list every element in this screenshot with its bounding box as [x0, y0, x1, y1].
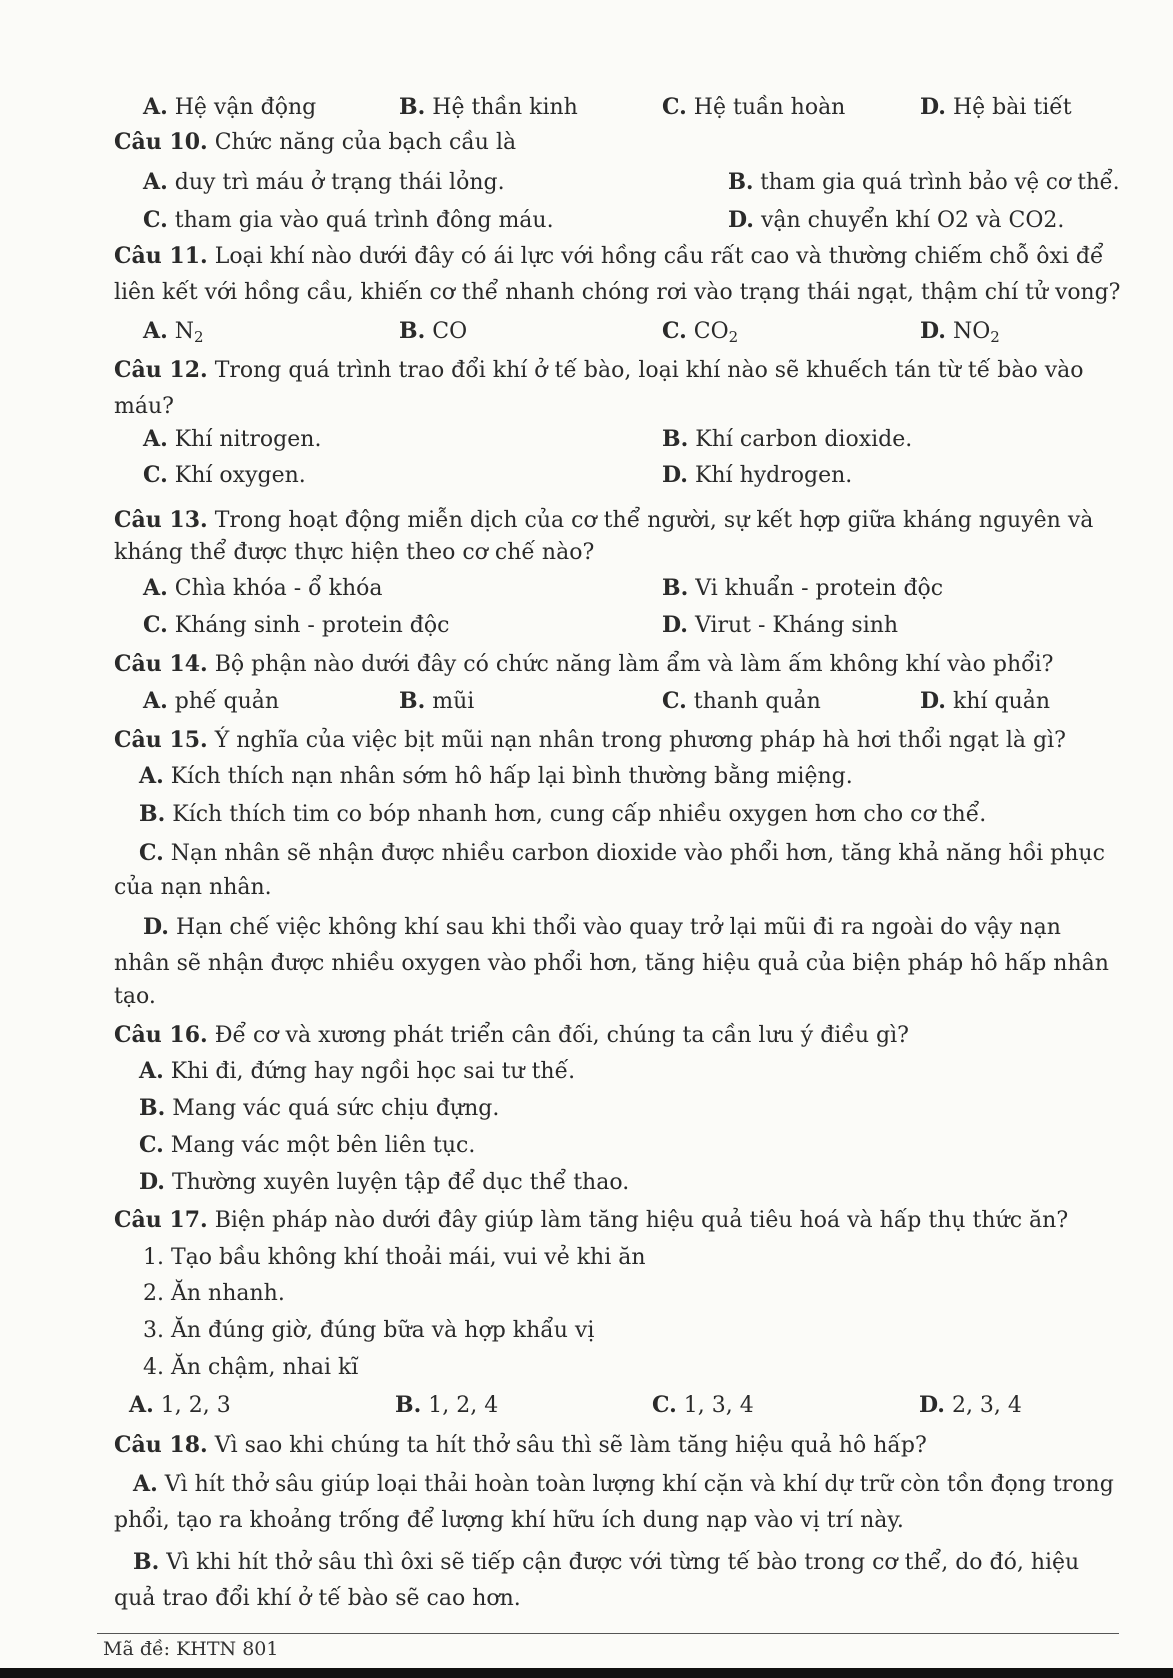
q15-option-d [143, 912, 1061, 943]
list-item: 2. Ăn nhanh. [143, 1281, 285, 1306]
question-text: Trong hoạt động miễn dịch của cơ thể người, sự kết hợp giữa kháng nguyên và [214, 508, 1094, 533]
q15-option-d-cont2 [114, 982, 156, 1012]
option-letter: D. [920, 318, 946, 344]
option-text: nhân sẽ nhận được nhiều oxygen vào phổi hơn, tăng hiệu quả của biện pháp hô hấp nhân [114, 951, 1109, 976]
option-letter: C. [662, 94, 687, 120]
q17-item-4 [143, 1353, 358, 1383]
q17-option-c [652, 1390, 754, 1421]
option-letter: A. [143, 426, 168, 452]
q14-option-d [920, 686, 1050, 717]
option-letter: D. [920, 688, 946, 714]
q18-stem [114, 1430, 927, 1461]
option-text: Khí oxygen. [174, 463, 306, 488]
footer-divider [97, 1633, 1119, 1634]
q16-option-b [139, 1093, 499, 1124]
q9-option-b [399, 92, 578, 123]
q11-option-b [399, 316, 467, 347]
option-text: NO [952, 319, 991, 344]
q11-stem [114, 241, 1104, 272]
q12-option-a [143, 424, 321, 455]
option-text: mũi [432, 689, 475, 714]
option-text: Khí nitrogen. [174, 427, 322, 452]
option-text: N [174, 319, 194, 344]
q12-stem-cont [114, 392, 174, 422]
q13-option-a [143, 573, 382, 604]
option-letter: A. [133, 1471, 158, 1497]
q18-option-b [133, 1547, 1079, 1578]
question-label: Câu 13. [114, 507, 208, 533]
option-letter: A. [143, 575, 168, 601]
question-label: Câu 14. [114, 651, 208, 677]
option-text: tham gia quá trình bảo vệ cơ thể. [760, 170, 1120, 195]
option-text: tạo. [114, 984, 156, 1009]
option-letter: D. [919, 1392, 945, 1418]
option-text: Nạn nhân sẽ nhận được nhiều carbon dioxide vào phổi hơn, tăng khả năng hồi phục [170, 841, 1105, 866]
option-letter: D. [662, 612, 688, 638]
option-letter: B. [662, 426, 689, 452]
question-text: Chức năng của bạch cầu là [214, 130, 517, 155]
q11-option-c [662, 316, 738, 347]
option-text: tham gia vào quá trình đông máu. [174, 208, 554, 233]
question-text: Vì sao khi chúng ta hít thở sâu thì sẽ làm tăng hiệu quả hô hấp? [214, 1433, 927, 1458]
option-letter: B. [399, 688, 426, 714]
option-text: CO [432, 319, 468, 344]
q11-option-d [920, 316, 1000, 347]
q9-option-a [143, 92, 316, 123]
option-text: Thường xuyên luyện tập để dục thể thao. [171, 1170, 630, 1195]
subscript: 2 [728, 328, 739, 346]
option-letter: A. [143, 318, 168, 344]
q17-item-3 [143, 1316, 594, 1346]
option-letter: D. [139, 1169, 165, 1195]
q12-option-d [662, 460, 852, 491]
question-text: Biện pháp nào dưới đây giúp làm tăng hiệu quả tiêu hoá và hấp thụ thức ăn? [214, 1208, 1069, 1233]
q15-option-d-cont [114, 949, 1109, 979]
question-label: Câu 12. [114, 357, 208, 383]
q10-option-b [728, 167, 1120, 198]
option-text: CO [693, 319, 729, 344]
q12-option-c [143, 460, 306, 491]
question-text: Trong quá trình trao đổi khí ở tế bào, loại khí nào sẽ khuếch tán từ tế bào vào [214, 358, 1084, 383]
option-text: Kích thích nạn nhân sớm hô hấp lại bình thường bằng miệng. [170, 764, 853, 789]
q9-option-d [920, 92, 1072, 123]
scan-edge [0, 1668, 1173, 1678]
list-item: 3. Ăn đúng giờ, đúng bữa và hợp khẩu vị [143, 1318, 595, 1343]
option-letter: B. [395, 1392, 422, 1418]
q15-option-c [139, 838, 1105, 869]
question-label: Câu 18. [114, 1432, 208, 1458]
q14-option-b [399, 686, 474, 717]
option-text: Kích thích tim co bóp nhanh hơn, cung cấp nhiều oxygen hơn cho cơ thể. [172, 802, 987, 827]
option-letter: B. [139, 801, 166, 827]
option-letter: D. [728, 207, 754, 233]
option-letter: A. [143, 688, 168, 714]
option-letter: C. [662, 688, 687, 714]
option-text: phổi, tạo ra khoảng trống để lượng khí hữu ích dung nạp vào vị trí này. [114, 1508, 904, 1533]
question-label: Câu 10. [114, 129, 208, 155]
option-letter: A. [129, 1392, 154, 1418]
option-text: Mang vác một bên liên tục. [170, 1133, 476, 1158]
q15-option-a [139, 761, 853, 792]
subscript: 2 [990, 328, 1000, 346]
q17-item-2 [143, 1279, 285, 1309]
question-label: Câu 15. [114, 727, 208, 753]
q13-stem-cont [114, 538, 594, 568]
q11-option-a [143, 316, 204, 347]
q9-option-c [662, 92, 845, 123]
q16-option-d [139, 1167, 629, 1198]
option-letter: D. [662, 462, 688, 488]
option-letter: B. [133, 1549, 160, 1575]
q16-stem [114, 1020, 909, 1051]
option-text: Mang vác quá sức chịu đựng. [172, 1096, 500, 1121]
question-label: Câu 11. [114, 243, 208, 269]
option-text: Khi đi, đứng hay ngồi học sai tư thế. [170, 1059, 576, 1084]
q10-option-a [143, 167, 505, 198]
q15-option-c-cont [114, 873, 272, 903]
option-letter: C. [139, 1132, 164, 1158]
option-letter: A. [139, 763, 164, 789]
q15-stem [114, 725, 1066, 756]
q14-stem [114, 649, 1053, 680]
question-label: Câu 16. [114, 1022, 208, 1048]
option-letter: B. [399, 94, 426, 120]
list-item: 4. Ăn chậm, nhai kĩ [143, 1355, 359, 1380]
option-text: Chìa khóa - ổ khóa [174, 576, 383, 601]
q18-option-a-cont [114, 1506, 904, 1536]
option-text: Hệ bài tiết [952, 95, 1072, 120]
question-text: máu? [114, 394, 174, 419]
option-letter: B. [399, 318, 426, 344]
option-letter: C. [143, 612, 168, 638]
q16-option-c [139, 1130, 475, 1161]
q12-option-b [662, 424, 912, 455]
option-text: 1, 3, 4 [683, 1393, 754, 1418]
option-letter: C. [139, 840, 164, 866]
question-text: Bộ phận nào dưới đây có chức năng làm ẩm và làm ấm không khí vào phổi? [214, 652, 1054, 677]
question-label: Câu 17. [114, 1207, 208, 1233]
option-letter: A. [139, 1058, 164, 1084]
option-text: Vi khuẩn - protein độc [695, 576, 944, 601]
question-text: kháng thể được thực hiện theo cơ chế nào? [114, 540, 595, 565]
q18-option-a [133, 1469, 1114, 1500]
q16-option-a [139, 1056, 575, 1087]
q18-option-b-cont [114, 1584, 521, 1614]
subscript: 2 [193, 328, 204, 346]
option-text: Khí carbon dioxide. [695, 427, 913, 452]
option-letter: C. [143, 462, 168, 488]
q17-stem [114, 1205, 1068, 1236]
q13-option-d [662, 610, 898, 641]
option-text: Khí hydrogen. [694, 463, 853, 488]
q10-option-c [143, 205, 554, 236]
q14-option-a [143, 686, 279, 717]
exam-code: Mã đề: KHTN 801 [103, 1638, 279, 1660]
option-text: duy trì máu ở trạng thái lỏng. [174, 170, 505, 195]
option-text: 2, 3, 4 [951, 1393, 1022, 1418]
option-text: Vì khi hít thở sâu thì ôxi sẽ tiếp cận được với từng tế bào trong cơ thể, do đó, hiệu [166, 1550, 1080, 1575]
question-text: Loại khí nào dưới đây có ái lực với hồng cầu rất cao và thường chiếm chỗ ôxi để [214, 244, 1104, 269]
option-letter: B. [662, 575, 689, 601]
option-text: phế quản [174, 689, 280, 714]
question-text: Để cơ và xương phát triển cân đối, chúng ta cần lưu ý điều gì? [214, 1023, 909, 1048]
option-text: Virut - Kháng sinh [694, 613, 899, 638]
option-letter: B. [728, 169, 754, 195]
q17-option-b [395, 1390, 498, 1421]
option-text: Hệ thần kinh [432, 95, 578, 120]
q11-stem-cont [114, 278, 1120, 308]
option-text: quả trao đổi khí ở tế bào sẽ cao hơn. [114, 1586, 521, 1611]
option-text: của nạn nhân. [114, 875, 272, 900]
question-text: liên kết với hồng cầu, khiến cơ thể nhanh chóng rơi vào trạng thái ngạt, thậm chí tử vong? [114, 280, 1121, 305]
option-text: Vì hít thở sâu giúp loại thải hoàn toàn lượng khí cặn và khí dự trữ còn tồn đọng trong [164, 1472, 1114, 1497]
option-text: Kháng sinh - protein độc [174, 613, 450, 638]
q15-option-b [139, 799, 986, 830]
option-letter: C. [662, 318, 687, 344]
q17-option-d [919, 1390, 1022, 1421]
q17-item-1 [143, 1243, 646, 1273]
option-text: Hệ tuần hoàn [693, 95, 846, 120]
option-text: Hệ vận động [174, 95, 317, 120]
q10-option-d [728, 205, 1064, 236]
q13-option-b [662, 573, 943, 604]
option-letter: D. [143, 914, 169, 940]
option-letter: C. [143, 207, 168, 233]
option-text: thanh quản [693, 689, 821, 714]
question-text: Ý nghĩa của việc bịt mũi nạn nhân trong phương pháp hà hơi thổi ngạt là gì? [214, 728, 1066, 753]
option-letter: B. [139, 1095, 166, 1121]
option-text: Hạn chế việc không khí sau khi thổi vào quay trở lại mũi đi ra ngoài do vậy nạn [175, 915, 1061, 940]
option-text: 1, 2, 4 [428, 1393, 499, 1418]
q17-option-a [129, 1390, 231, 1421]
q13-stem [114, 505, 1093, 536]
option-letter: C. [652, 1392, 677, 1418]
q14-option-c [662, 686, 821, 717]
q12-stem [114, 355, 1084, 386]
option-letter: A. [143, 169, 168, 195]
option-text: 1, 2, 3 [160, 1393, 231, 1418]
option-text: vận chuyển khí O2 và CO2. [760, 208, 1065, 233]
list-item: 1. Tạo bầu không khí thoải mái, vui vẻ khi ăn [143, 1245, 646, 1270]
q13-option-c [143, 610, 449, 641]
option-letter: D. [920, 94, 946, 120]
q10-stem [114, 127, 516, 158]
option-text: khí quản [952, 689, 1051, 714]
option-letter: A. [143, 94, 168, 120]
